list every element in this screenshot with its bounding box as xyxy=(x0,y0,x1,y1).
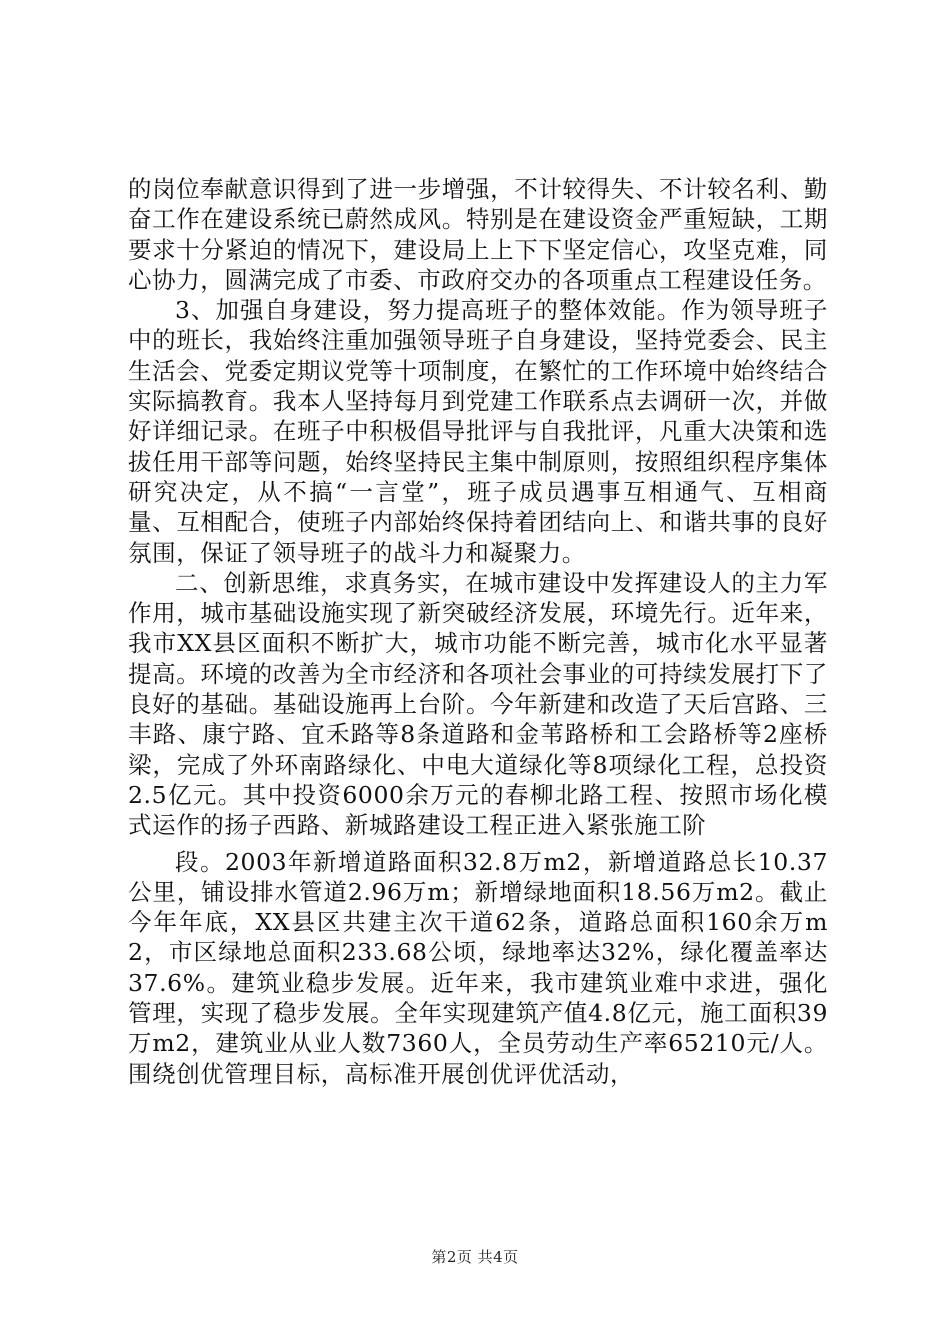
paragraph: 3、加强自身建设，努力提高班子的整体效能。作为领导班子中的班长，我始终注重加强领导班子自身建设，坚持党委会、民主生活会、党委定期议党等十项制度，在繁忙的工作环境中始终结合实际搞教育。我本人坚持每月到党建工作联系点去调研一次，并做好详细记录。在班子中积极倡导批评与自我批评，凡重大决策和选拔任用干部等问题，始终坚持民主集中制原则，按照组织程序集体研究决定，从不搞“一言堂”，班子成员遇事互相通气、互相商量、互相配合，使班子内部始终保持着团结向上、和谐共事的良好氛围，保证了领导班子的战斗力和凝聚力。 xyxy=(128,296,828,567)
paragraph: 二、创新思维，求真务实，在城市建设中发挥建设人的主力军作用，城市基础设施实现了新突破经济发展，环境先行。近年来，我市XX县区面积不断扩大，城市功能不断完善，城市化水平显著提高。环境的改善为全市经济和各项社会事业的可持续发展打下了良好的基础。基础设施再上台阶。今年新建和改造了天后宫路、三丰路、康宁路、宜禾路等8条道路和金苇路桥和工会路桥等2座桥梁，完成了外环南路绿化、中电大道绿化等8项绿化工程，总投资2.5亿元。其中投资6000余万元的春柳北路工程、按照市场化模式运作的扬子西路、新城路建设工程正进入紧张施工阶 xyxy=(128,568,828,840)
paragraph: 段。2003年新增道路面积32.8万m2，新增道路总长10.37公里，铺设排水管道2.96万m；新增绿地面积18.56万m2。截止今年年底，XX县区共建主次干道62条，道路总面积160余万m2，市区绿地总面积233.68公顷，绿地率达32%，绿化覆盖率达37.6%。建筑业稳步发展。近年来，我市建筑业难中求进，强化管理，实现了稳步发展。全年实现建筑产值4.8亿元，施工面积39万m2，建筑业从业人数7360人，全员劳动生产率65210元/人。围绕创优管理目标，高标准开展创优评优活动， xyxy=(128,847,828,1088)
document-body xyxy=(128,174,828,1089)
paragraph: 的岗位奉献意识得到了进一步增强，不计较得失、不计较名利、勤奋工作在建设系统已蔚然成风。特别是在建设资金严重短缺，工期要求十分紧迫的情况下，建设局上上下下坚定信心，攻坚克难，同心协力，圆满完成了市委、市政府交办的各项重点工程建设任务。 xyxy=(128,175,828,294)
page-number-footer: 第2页 共4页 xyxy=(431,1248,519,1266)
